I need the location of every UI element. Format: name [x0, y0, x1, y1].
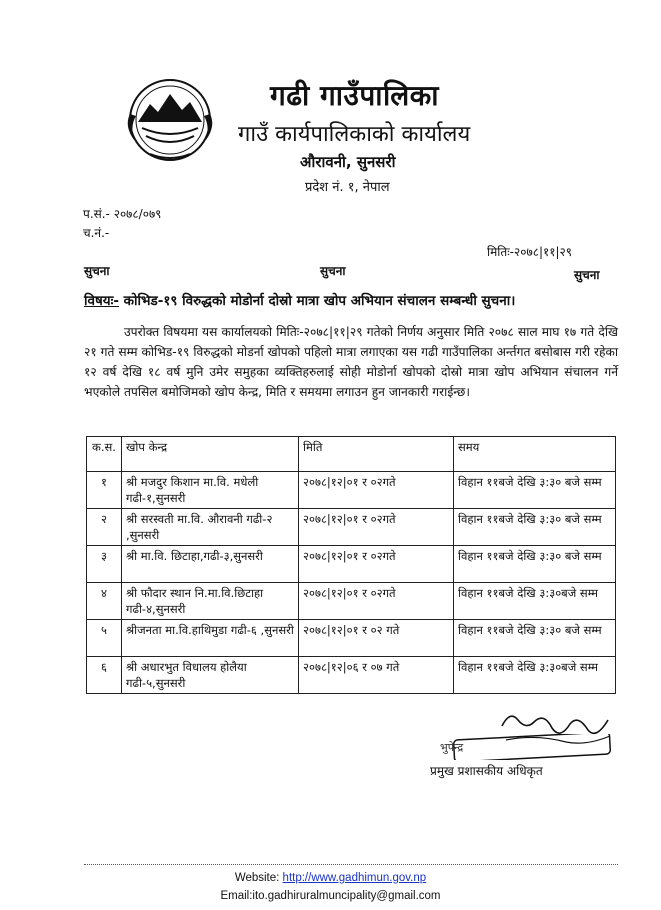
- table-row: [87, 657, 616, 694]
- header-date: मिति: [299, 437, 454, 472]
- vaccination-schedule-table: [86, 436, 616, 694]
- cell-serial: १: [87, 472, 122, 509]
- cell-serial: २: [87, 509, 122, 546]
- cell-time: विहान ११बजे देखि ३:३० बजे सम्म: [454, 620, 616, 657]
- signatory-name: भुपेन्द्र: [440, 741, 464, 754]
- cell-center: श्री सरस्वती मा.वि. औरावनी गढी-२ ,सुनसरी: [122, 509, 299, 546]
- email-address[interactable]: ito.gadhiruralmuncipality@gmail.com: [252, 890, 441, 902]
- notice-label-left: सुचना: [84, 264, 110, 278]
- cell-center: श्री मा.वि. छिटाहा,गढी-३,सुनसरी: [122, 546, 299, 583]
- notice-label-right: सुचना: [574, 268, 600, 282]
- table-row: [87, 546, 616, 583]
- signatory-title: प्रमुख प्रशासकीय अधिकृत: [430, 764, 543, 778]
- website-label: Website:: [234, 872, 283, 884]
- cell-date: २०७८|१२|०१ र ०२गते: [299, 509, 454, 546]
- cell-serial: ६: [87, 657, 122, 694]
- cell-serial: ५: [87, 620, 122, 657]
- cell-center: श्री अधारभुत विधालय होलैया गढी-५,सुनसरी: [122, 657, 299, 694]
- header-serial: क.स.: [87, 437, 122, 472]
- cell-serial: ४: [87, 583, 122, 620]
- header-time: समय: [454, 437, 616, 472]
- office-title: गढी गाउँपालिका: [270, 79, 440, 112]
- notice-label-center: सुचना: [320, 264, 346, 278]
- table-row: [87, 472, 616, 509]
- official-stamp-icon: [452, 734, 612, 760]
- cell-date: २०७८|१२|०६ र ०७ गते: [299, 657, 454, 694]
- cell-date: २०७८|१२|०१ र ०२गते: [299, 472, 454, 509]
- cell-time: विहान ११बजे देखि ३:३० बजे सम्म: [454, 509, 616, 546]
- footer-website: [0, 872, 661, 884]
- cell-date: २०७८|१२|०१ र ०२ गते: [299, 620, 454, 657]
- cell-center: श्री मजदुर किशान मा.वि. मधेली गढी-१,सुनसरी: [122, 472, 299, 509]
- cell-time: विहान ११बजे देखि ३:३० बजे सम्म: [454, 546, 616, 583]
- office-subtitle: गाउँ कार्यपालिकाको कार्यालय: [238, 122, 471, 147]
- office-province: प्रदेश नं. १, नेपाल: [305, 180, 390, 195]
- header-center: खोप केन्द्र: [122, 437, 299, 472]
- footer-divider: [84, 864, 618, 865]
- letter-number: प.सं.- २०७८/०७९: [83, 207, 162, 221]
- cell-time: विहान ११बजे देखि ३:३०बजे सम्म: [454, 657, 616, 694]
- office-address: औरावनी, सुनसरी: [300, 153, 396, 171]
- letter-date: मितिः-२०७८|११|२९: [487, 245, 572, 259]
- cell-serial: ३: [87, 546, 122, 583]
- subject-prefix: विषयः-: [84, 293, 119, 309]
- cell-date: २०७८|१२|०१ र ०२गते: [299, 583, 454, 620]
- nepal-emblem-logo-icon: [120, 70, 220, 170]
- cell-date: २०७८|१२|०१ र ०२गते: [299, 546, 454, 583]
- dispatch-number: च.नं.-: [83, 226, 110, 240]
- footer-email: [0, 890, 661, 902]
- cell-center: श्रीजनता मा.वि.हाथिमुडा गढी-६ ,सुनसरी: [122, 620, 299, 657]
- cell-time: विहान ११बजे देखि ३:३० बजे सम्म: [454, 472, 616, 509]
- table-header-row: [87, 437, 616, 472]
- website-link[interactable]: http://www.gadhimun.gov.np: [282, 872, 427, 884]
- cell-center: श्री फौदार स्थान नि.मा.वि.छिटाहा गढी-४,सुनसरी: [122, 583, 299, 620]
- email-label: Email:: [220, 890, 253, 902]
- table-row: [87, 583, 616, 620]
- table-row: [87, 620, 616, 657]
- body-paragraph: उपरोक्त विषयमा यस कार्यालयको मितिः-२०७८|११|२९ गतेको निर्णय अनुसार मिति २०७८ साल माघ १७ गते देखि २१ गते सम्म कोभिड-१९ विरुद्धको मोडर्ना खोपको पहिलो मात्रा लगाएका यस गढी गाउँपालिका अर्न्तगत बसोबास गरी रहेका १२ वर्ष देखि १८ वर्ष मुनि उमेर समुहका व्यक्तिहरुलाई सोही मोडोर्ना खोपको दोस्रो मात्रा खोप अभियान संचालन गर्ने भएकोले तपसिल बमोजिमको खोप केन्द्र, मिति र समयमा लगाउन हुन जानकारी गराईन्छ।: [84, 325, 618, 399]
- table-row: [87, 509, 616, 546]
- cell-time: विहान ११बजे देखि ३:३०बजे सम्म: [454, 583, 616, 620]
- subject-text: कोभिड-१९ विरुद्धको मोडोर्ना दोस्रो मात्रा खोप अभियान संचालन सम्बन्धी सुचना।: [118, 293, 516, 309]
- subject-line: [84, 291, 515, 309]
